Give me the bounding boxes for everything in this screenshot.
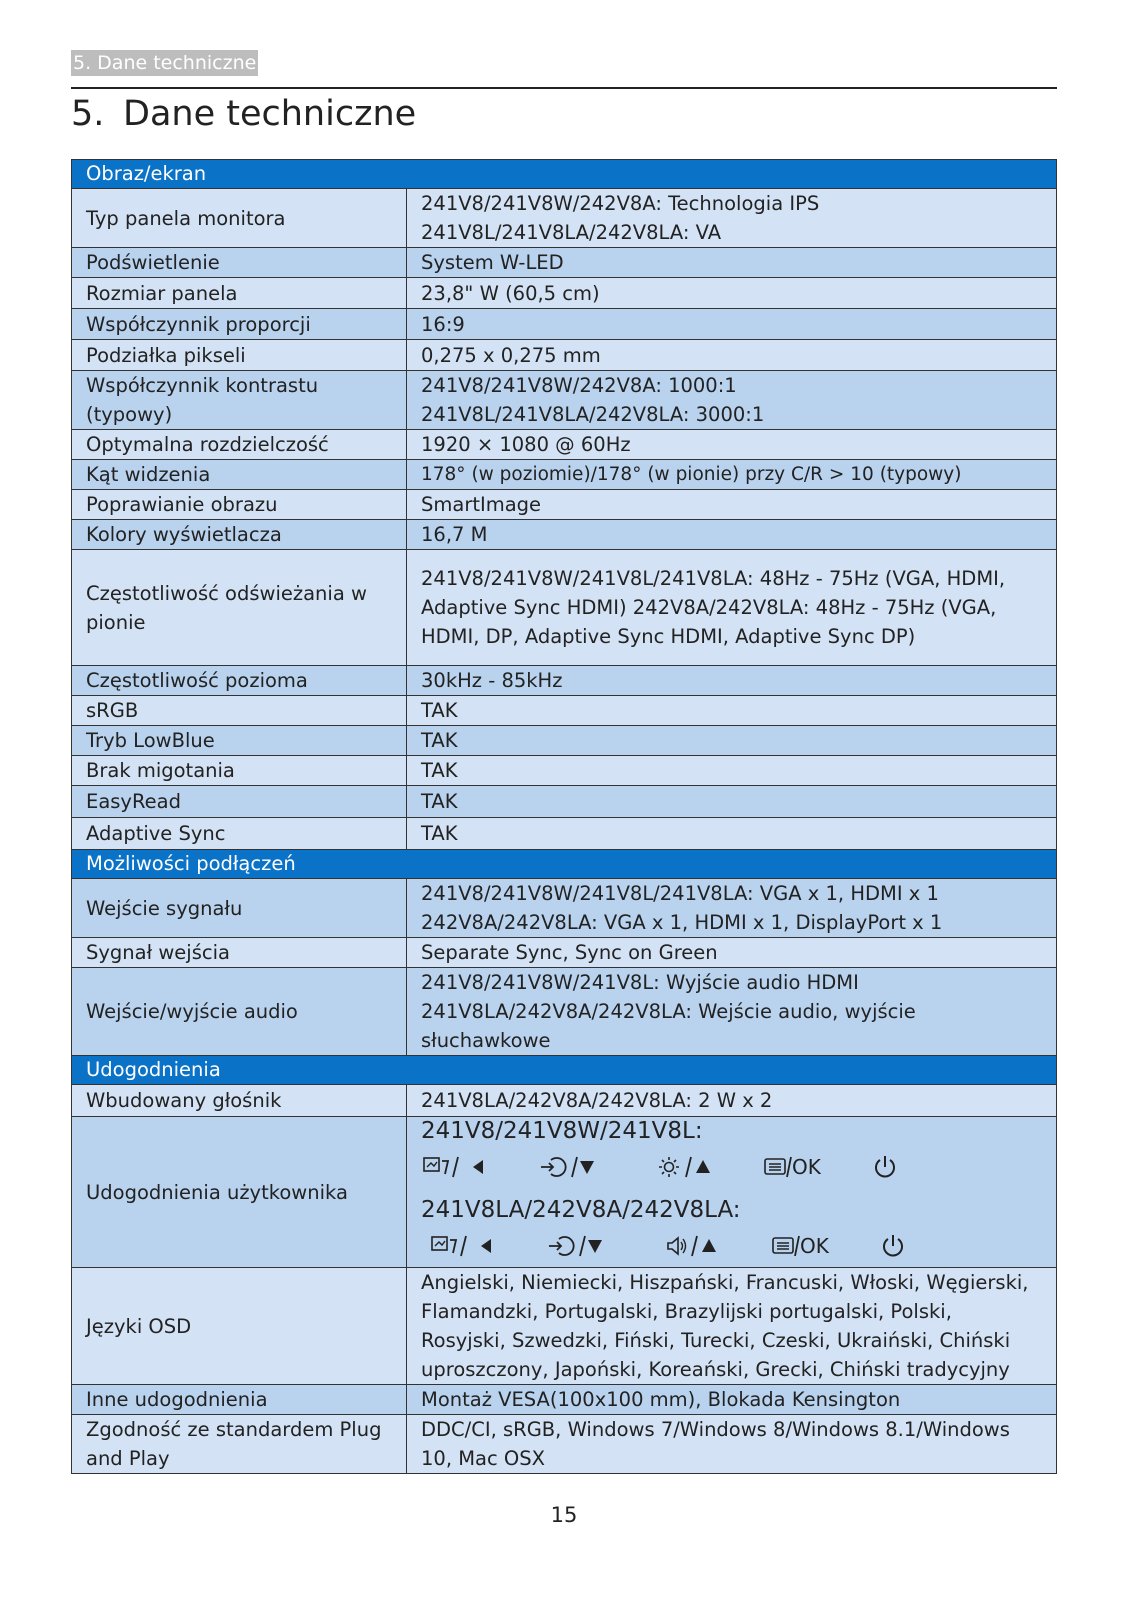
spec-key: Kolory wyświetlacza: [72, 520, 407, 550]
spec-key: Rozmiar panela: [72, 278, 407, 309]
model-group-label: 241V8/241V8W/241V8L:: [421, 1118, 703, 1144]
table-row: [72, 430, 1057, 460]
spec-key: Wbudowany głośnik: [72, 1085, 407, 1117]
spec-value: DDC/CI, sRGB, Windows 7/Windows 8/Windows 8.1/Windows 10, Mac OSX: [407, 1415, 1057, 1474]
spec-value: [407, 879, 1057, 938]
spec-value: 16:9: [407, 309, 1057, 340]
spec-key: Języki OSD: [72, 1268, 407, 1385]
table-row: [72, 309, 1057, 340]
menu-ok-icon: [770, 1232, 880, 1261]
input-down-icon: [539, 1154, 657, 1180]
ok-label: OK: [800, 1233, 829, 1258]
spec-value: 241V8LA/242V8A/242V8LA: 2 W x 2: [407, 1085, 1057, 1117]
spec-table: [71, 159, 1057, 1474]
spec-value: TAK: [407, 818, 1057, 850]
table-row: [72, 371, 1057, 430]
control-icons-row: [421, 1225, 1042, 1267]
smartimage-back-icon: [421, 1154, 539, 1180]
section-number: 5.: [71, 94, 105, 134]
spec-value: TAK: [407, 696, 1057, 726]
table-row: [72, 1385, 1057, 1415]
spec-key: Udogodnienia użytkownika: [72, 1117, 407, 1268]
spec-key: Brak migotania: [72, 756, 407, 786]
section-title: Dane techniczne: [123, 94, 417, 134]
spec-key: Typ panela monitora: [72, 189, 407, 248]
table-row: [72, 520, 1057, 550]
power-icon: [872, 1154, 898, 1180]
spec-key: Wejście sygnału: [72, 879, 407, 938]
spec-value: [407, 968, 1057, 1056]
value-line: 241V8/241V8W/242V8A: 1000:1: [421, 374, 737, 397]
value-line: 241V8L/241V8LA/242V8LA: VA: [421, 221, 722, 244]
table-row: [72, 340, 1057, 371]
spec-key: Współczynnik kontrastu (typowy): [72, 371, 407, 430]
spec-value: SmartImage: [407, 490, 1057, 520]
table-row: [72, 1415, 1057, 1474]
spec-key: Poprawianie obrazu: [72, 490, 407, 520]
spec-value: 30kHz - 85kHz: [407, 666, 1057, 696]
running-head: 5. Dane techniczne: [73, 52, 257, 74]
spec-value: 1920 × 1080 @ 60Hz: [407, 430, 1057, 460]
brightness-up-icon: [657, 1154, 762, 1180]
table-row: [72, 786, 1057, 818]
table-row: [72, 968, 1057, 1056]
spec-value: 241V8/241V8W/241V8L/241V8LA: 48Hz - 75Hz (VGA, HDMI, Adaptive Sync HDMI) 242V8A/242V8LA: 48Hz - 75Hz (VGA, HDMI, DP, Adaptive Sync HDMI, Adaptive Sync DP): [407, 550, 1057, 666]
spec-key: Inne udogodnienia: [72, 1385, 407, 1415]
table-row: [72, 879, 1057, 938]
spec-key: Wejście/wyjście audio: [72, 968, 407, 1056]
table-row: [72, 756, 1057, 786]
model-group-label: 241V8LA/242V8A/242V8LA:: [421, 1197, 741, 1223]
spec-value: 16,7 M: [407, 520, 1057, 550]
table-row: [72, 938, 1057, 968]
spec-key: Współczynnik proporcji: [72, 309, 407, 340]
volume-up-icon: [665, 1233, 770, 1259]
table-row: [72, 1117, 1057, 1268]
spec-key: Adaptive Sync: [72, 818, 407, 850]
spec-value: System W-LED: [407, 248, 1057, 278]
spec-key: Zgodność ze standardem Plug and Play: [72, 1415, 407, 1474]
section-header-display: Obraz/ekran: [72, 160, 1057, 189]
spec-value: [407, 1117, 1057, 1268]
table-row: [72, 550, 1057, 666]
power-icon: [880, 1233, 906, 1259]
table-row: [72, 818, 1057, 850]
spec-key: Kąt widzenia: [72, 460, 407, 490]
value-line: 241V8LA/242V8A/242V8LA: Wejście audio, wyjście słuchawkowe: [421, 1000, 916, 1052]
spec-value: TAK: [407, 726, 1057, 756]
spec-value: TAK: [407, 756, 1057, 786]
section-header-features: Udogodnienia: [72, 1056, 1057, 1085]
spec-key: Tryb LowBlue: [72, 726, 407, 756]
section-header-connectivity: Możliwości podłączeń: [72, 850, 1057, 879]
value-line: 241V8/241V8W/241V8L: Wyjście audio HDMI: [421, 971, 859, 994]
value-line: 241V8/241V8W/241V8L/241V8LA: VGA x 1, HDMI x 1: [421, 882, 939, 905]
value-line: 242V8A/242V8LA: VGA x 1, HDMI x 1, DisplayPort x 1: [421, 911, 943, 934]
spec-value: 23,8" W (60,5 cm): [407, 278, 1057, 309]
value-line: 241V8/241V8W/242V8A: Technologia IPS: [421, 192, 820, 215]
table-row: [72, 278, 1057, 309]
spec-key: Częstotliwość pozioma: [72, 666, 407, 696]
table-row: [72, 666, 1057, 696]
table-row: [72, 1085, 1057, 1117]
table-row: [72, 490, 1057, 520]
table-row: [72, 189, 1057, 248]
control-icons-row: [421, 1146, 1042, 1188]
table-row: [72, 696, 1057, 726]
spec-value: Montaż VESA(100x100 mm), Blokada Kensington: [407, 1385, 1057, 1415]
spec-value: Angielski, Niemiecki, Hiszpański, Francuski, Włoski, Węgierski, Flamandzki, Portugalski, Brazylijski portugalski, Polski, Rosyjski, Szwedzki, Fiński, Turecki, Czeski, Ukraiński, Chiński uproszczony, Japoński, Koreański, Grecki, Chiński tradycyjny: [407, 1268, 1057, 1385]
spec-key: Podświetlenie: [72, 248, 407, 278]
ok-label: OK: [792, 1154, 821, 1179]
page-title: [71, 93, 416, 135]
spec-key: Częstotliwość odświeżania w pionie: [72, 550, 407, 666]
spec-value: 178° (w poziomie)/178° (w pionie) przy C/R > 10 (typowy): [407, 460, 1057, 490]
input-down-icon: [547, 1233, 665, 1259]
spec-key: Podziałka pikseli: [72, 340, 407, 371]
table-row: [72, 460, 1057, 490]
value-line: 241V8L/241V8LA/242V8LA: 3000:1: [421, 403, 765, 426]
spec-key: Sygnał wejścia: [72, 938, 407, 968]
spec-key: Optymalna rozdzielczość: [72, 430, 407, 460]
table-row: [72, 1268, 1057, 1385]
page-number: 15: [550, 1503, 578, 1527]
spec-value: [407, 371, 1057, 430]
table-row: [72, 726, 1057, 756]
table-row: [72, 248, 1057, 278]
spec-value: Separate Sync, Sync on Green: [407, 938, 1057, 968]
menu-ok-icon: [762, 1153, 872, 1182]
spec-value: 0,275 x 0,275 mm: [407, 340, 1057, 371]
spec-key: sRGB: [72, 696, 407, 726]
smartimage-back-icon: [429, 1233, 547, 1259]
spec-value: TAK: [407, 786, 1057, 818]
spec-key: EasyRead: [72, 786, 407, 818]
spec-value: [407, 189, 1057, 248]
header-rule: [71, 87, 1057, 89]
